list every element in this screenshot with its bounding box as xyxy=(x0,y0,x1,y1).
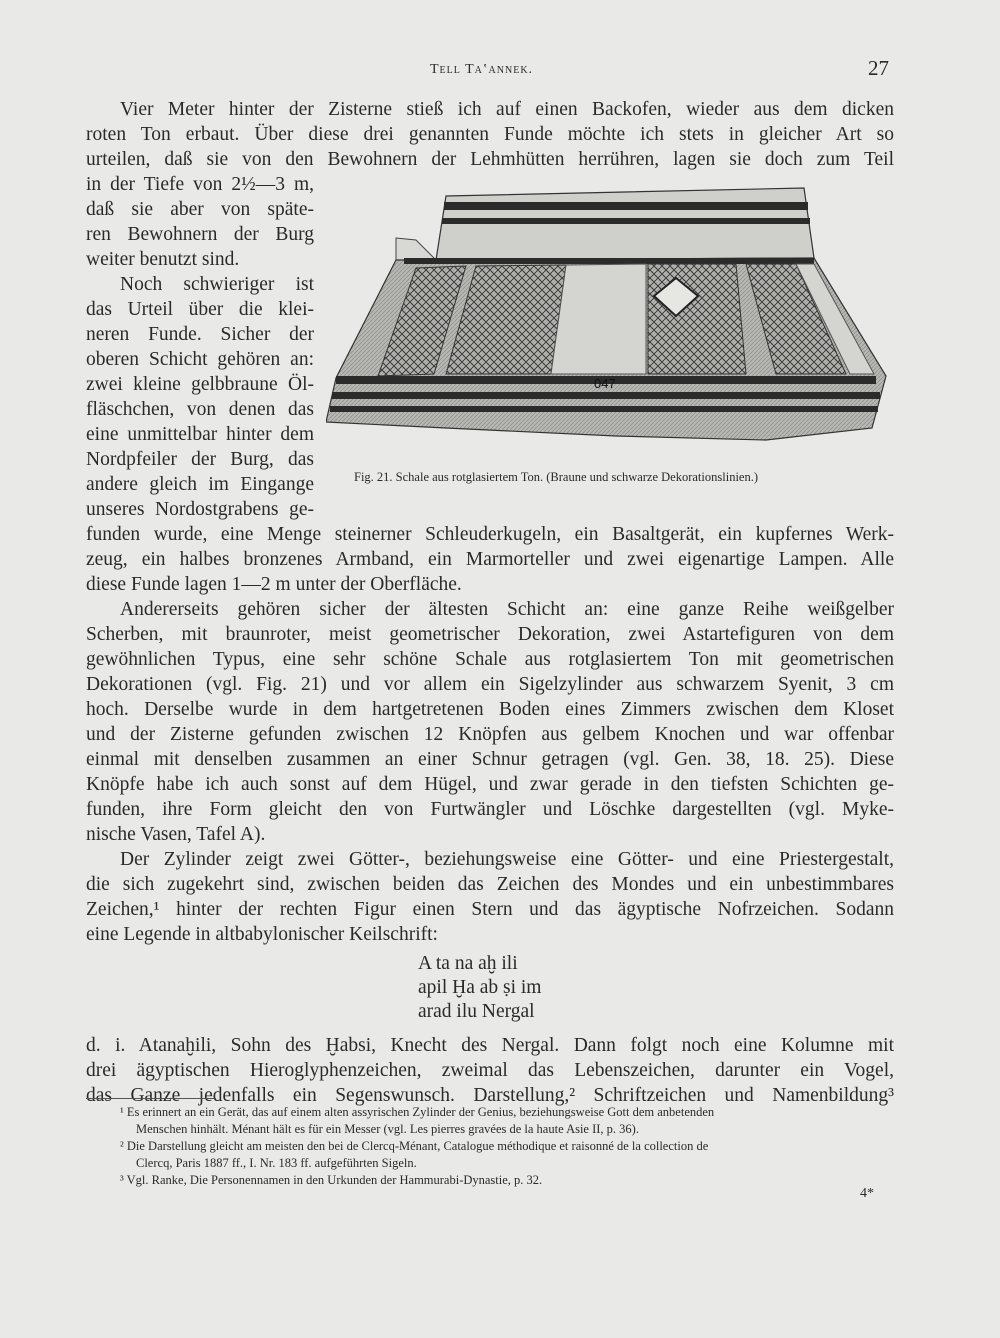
text-line: Noch schwieriger ist xyxy=(120,274,314,295)
bowl-drawing xyxy=(326,178,892,468)
page-number: 27 xyxy=(868,56,889,80)
text-line: ren Bewohnern der Burg xyxy=(86,224,314,245)
text-line: Der Zylinder zeigt zwei Götter-, beziehungsweise eine Götter- und eine Priestergestalt, xyxy=(120,849,894,870)
text-line: Vier Meter hinter der Zisterne stieß ich auf einen Backofen, wieder aus dem dicken xyxy=(120,99,894,120)
text-line: funden wurde, eine Menge steinerner Schleuderkugeln, ein Basaltgerät, ein kupfernes Werk- xyxy=(86,524,894,545)
text-line: drei ägyptischen Hieroglyphenzeichen, zweimal das Lebenszeichen, darunter ein Vogel, xyxy=(86,1060,894,1081)
text-line: die sich zugekehrt sind, zwischen beiden das Zeichen des Mondes und ein unbestimmbares xyxy=(86,874,894,895)
footnote-line: Clercq, Paris 1887 ff., I. Nr. 183 ff. aufgeführten Sigeln. xyxy=(136,1156,417,1170)
text-line: einmal mit denselben zusammen an einer Schnur getragen (vgl. Gen. 38, 18. 25). Diese xyxy=(86,749,894,770)
text-line: Nordpfeiler der Burg, das xyxy=(86,449,314,470)
legend-line: arad ilu Nergal xyxy=(418,1001,535,1022)
text-line: andere gleich im Eingange xyxy=(86,474,314,495)
text-line: unseres Nordostgrabens ge- xyxy=(86,499,314,520)
signature-mark: 4* xyxy=(860,1186,874,1201)
text-line: zeug, ein halbes bronzenes Armband, ein Marmorteller und zwei eigenartige Lampen. Alle xyxy=(86,549,894,570)
running-header: Tell Ta‛annek. xyxy=(430,62,534,77)
text-line: d. i. Atanaḫili, Sohn des Ḫabsi, Knecht des Nergal. Dann folgt noch eine Kolumne mit xyxy=(86,1035,894,1056)
text-line: weiter benutzt sind. xyxy=(86,249,240,270)
footnote-line: ² Die Darstellung gleicht am meisten den bei de Clercq-Ménant, Catalogue méthodique et raisonné de la collection de xyxy=(120,1139,709,1153)
text-line: daß sie aber von späte- xyxy=(86,199,314,220)
text-line: Dekorationen (vgl. Fig. 21) und vor allem ein Sigelzylinder aus schwarzem Syenit, 3 cm xyxy=(86,674,894,695)
text-line: diese Funde lagen 1—2 m unter der Oberfläche. xyxy=(86,574,462,595)
text-line: Andererseits gehören sicher der ältesten Schicht an: eine ganze Reihe weißgelber xyxy=(120,599,894,620)
text-line: fläschchen, von denen das xyxy=(86,399,314,420)
text-line: zwei kleine gelbbraune Öl- xyxy=(86,374,314,395)
figure-caption: Fig. 21. Schale aus rotglasiertem Ton. (Braune und schwarze Dekorationslinien.) xyxy=(354,470,758,484)
text-line: das Urteil über die klei- xyxy=(86,299,314,320)
text-line: funden, ihre Form gleicht den von Furtwängler und Löschke dargestellten (vgl. Myke- xyxy=(86,799,894,820)
legend-line: apil Ḫa ab ṣi im xyxy=(418,977,542,998)
figure-number-label: 047 xyxy=(594,376,616,391)
text-line: Scherben, mit braunroter, meist geometrischer Dekoration, zwei Astartefiguren von dem xyxy=(86,624,894,645)
text-line: in der Tiefe von 2½—3 m, xyxy=(86,174,314,195)
text-line: nische Vasen, Tafel A). xyxy=(86,824,266,845)
text-line: das Ganze jedenfalls ein Segenswunsch. Darstellung,² Schriftzeichen und Namenbildung³ xyxy=(86,1085,894,1106)
text-line: urteilen, daß sie von den Bewohnern der Lehmhütten herrühren, lagen sie doch zum Teil xyxy=(86,149,894,170)
text-line: neren Funde. Sicher der xyxy=(86,324,314,345)
text-line: roten Ton erbaut. Über diese drei genannten Funde möchte ich stets in gleicher Art so xyxy=(86,124,894,145)
text-line: eine unmittelbar hinter dem xyxy=(86,424,314,445)
text-line: gewöhnlichen Typus, eine sehr schöne Schale aus rotglasiertem Ton mit geometrischen xyxy=(86,649,894,670)
text-line: Zeichen,¹ hinter der rechten Figur einen Stern und das ägyptische Nofrzeichen. Sodann xyxy=(86,899,894,920)
text-line: oberen Schicht gehören an: xyxy=(86,349,314,370)
text-line: hoch. Derselbe wurde in dem hartgetretenen Boden eines Zimmers zwischen dem Kloset xyxy=(86,699,894,720)
text-line: Knöpfe habe ich auch sonst auf dem Hügel, und zwar gerade in den tiefsten Schichten ge- xyxy=(86,774,894,795)
legend-line: A ta na aḫ ili xyxy=(418,953,518,974)
footnote-line: ³ Vgl. Ranke, Die Personennamen in den Urkunden der Hammurabi-Dynastie, p. 32. xyxy=(120,1173,543,1187)
footnote-line: ¹ Es erinnert an ein Gerät, das auf einem alten assyrischen Zylinder der Genius, beziehungsweise Gott dem anbetenden xyxy=(120,1105,715,1119)
footnote-divider xyxy=(86,1098,216,1099)
text-line: und der Zisterne gefunden zwischen 12 Knöpfen aus gelbem Knochen und war offenbar xyxy=(86,724,894,745)
footnote-line: Menschen hinhält. Ménant hält es für ein Messer (vgl. Les pierres gravées de la haute Asie II, p. 36). xyxy=(136,1122,639,1136)
text-line: eine Legende in altbabylonischer Keilschrift: xyxy=(86,924,438,945)
figure-bowl-illustration xyxy=(326,178,892,468)
